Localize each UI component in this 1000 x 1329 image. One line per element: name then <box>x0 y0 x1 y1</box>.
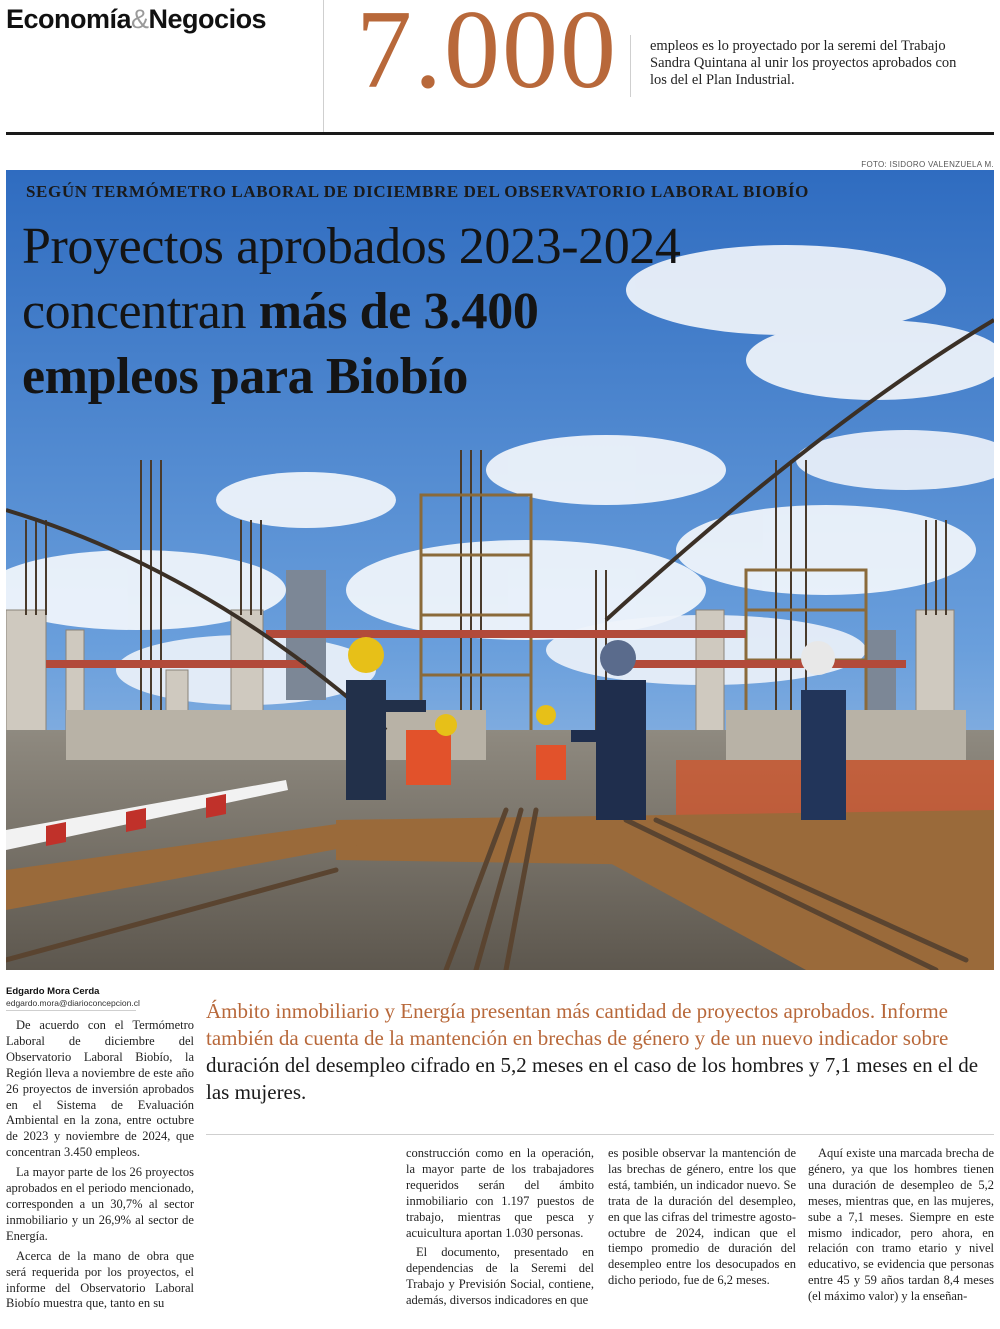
byline-rule <box>6 1010 136 1011</box>
header-divider <box>323 0 324 132</box>
lead-paragraph <box>206 998 986 1106</box>
body-paragraph: De acuerdo con el Termómetro Laboral de diciembre del Observatorio Laboral Biobío, la Región lleva a noviembre de este año 26 proyectos de inversión aprobados en el Sistema de Evaluación Ambiental en la zona, entre octubre de 2023 y noviembre de 2024, que concentran 3.450 empleos. <box>6 1018 194 1160</box>
headline-line-2-bold: más de 3.400 <box>258 283 539 340</box>
section-name-economia: Economía <box>6 4 132 34</box>
big-number-divider <box>630 35 631 97</box>
section-name-ampersand: & <box>131 4 149 34</box>
body-paragraph: Acerca de la mano de obra que será requerida por los proyectos, el informe del Observatorio Laboral Biobío muestra que, tanto en su <box>6 1248 194 1311</box>
body-paragraph: La mayor parte de los 26 proyectos aprobados en el periodo mencionado, corresponden a un 30,7% al sector inmobiliario y un 26,9% al sector de Energía. <box>6 1165 194 1243</box>
lead-rule <box>206 1134 994 1135</box>
byline-author: Edgardo Mora Cerda <box>6 986 100 997</box>
big-number: 7.000 <box>356 0 618 112</box>
kicker: SEGÚN TERMÓMETRO LABORAL DE DICIEMBRE DEL OBSERVATORIO LABORAL BIOBÍO <box>26 182 809 201</box>
byline-email[interactable]: edgardo.mora@diarioconcepcion.cl <box>6 998 140 1008</box>
body-column-2 <box>406 1146 594 1313</box>
body-paragraph: Aquí existe una marcada brecha de género, ya que los hombres tienen una duración de desempleo de 5,2 meses, mientras que, en las mujeres, sube a 7,1 meses. Siempre en este mismo indicador, pero ahora, en relación con tramo etario y nivel educativo, se evidencia que personas entre 45 y 59 años tardan 8,4 meses (el máximo valor) y la enseñan- <box>808 1146 994 1304</box>
hero-photo <box>6 170 994 970</box>
body-column-1 <box>6 1018 194 1316</box>
lead-rest: duración del desempleo cifrado en 5,2 meses en el caso de los hombres y 7,1 meses en el de las mujeres. <box>206 1053 979 1104</box>
body-paragraph: El documento, presentado en dependencias de la Seremi del Trabajo y Previsión Social, contiene, además, diversos indicadores en que <box>406 1245 594 1308</box>
lead-accent: Ámbito inmobiliario y Energía presentan más cantidad de proyectos aprobados. Informe también da cuenta de la mantención en brechas de género y de un nuevo indicador sobre <box>206 999 949 1050</box>
body-column-3 <box>608 1146 796 1293</box>
big-number-description: empleos es lo proyectado por la seremi del Trabajo Sandra Quintana al unir los proyectos aprobados con los del el Plan Industrial. <box>650 38 957 88</box>
body-paragraph: construcción como en la operación, la mayor parte de los trabajadores requeridos serán del ámbito inmobiliario con 1.197 puestos de trabajo, mientras que pesca y acuicultura aportan 1.030 personas. <box>406 1146 594 1240</box>
header-rule <box>6 132 994 135</box>
headline <box>22 214 922 409</box>
headline-line-2-normal: concentran <box>22 283 259 340</box>
headline-line-1: Proyectos aprobados 2023-2024 <box>22 218 681 275</box>
photo-credit: FOTO: ISIDORO VALENZUELA M. <box>861 160 994 169</box>
headline-line-3-bold: empleos para Biobío <box>22 348 468 405</box>
section-name-negocios: Negocios <box>148 4 267 34</box>
body-column-4 <box>808 1146 994 1309</box>
body-paragraph: es posible observar la mantención de las brechas de género, entre los que está, también, un indicador nuevo. Se trata de la duración del desempleo, en que las cifras del trimestre agosto-octubre de 2024, indican que el tiempo promedio de duración del desempleo entre los desocupados en dicho periodo, fue de 6,2 meses. <box>608 1146 796 1288</box>
section-name <box>6 4 266 35</box>
headline-line-2 <box>22 279 922 344</box>
headline-line-3 <box>22 344 922 409</box>
